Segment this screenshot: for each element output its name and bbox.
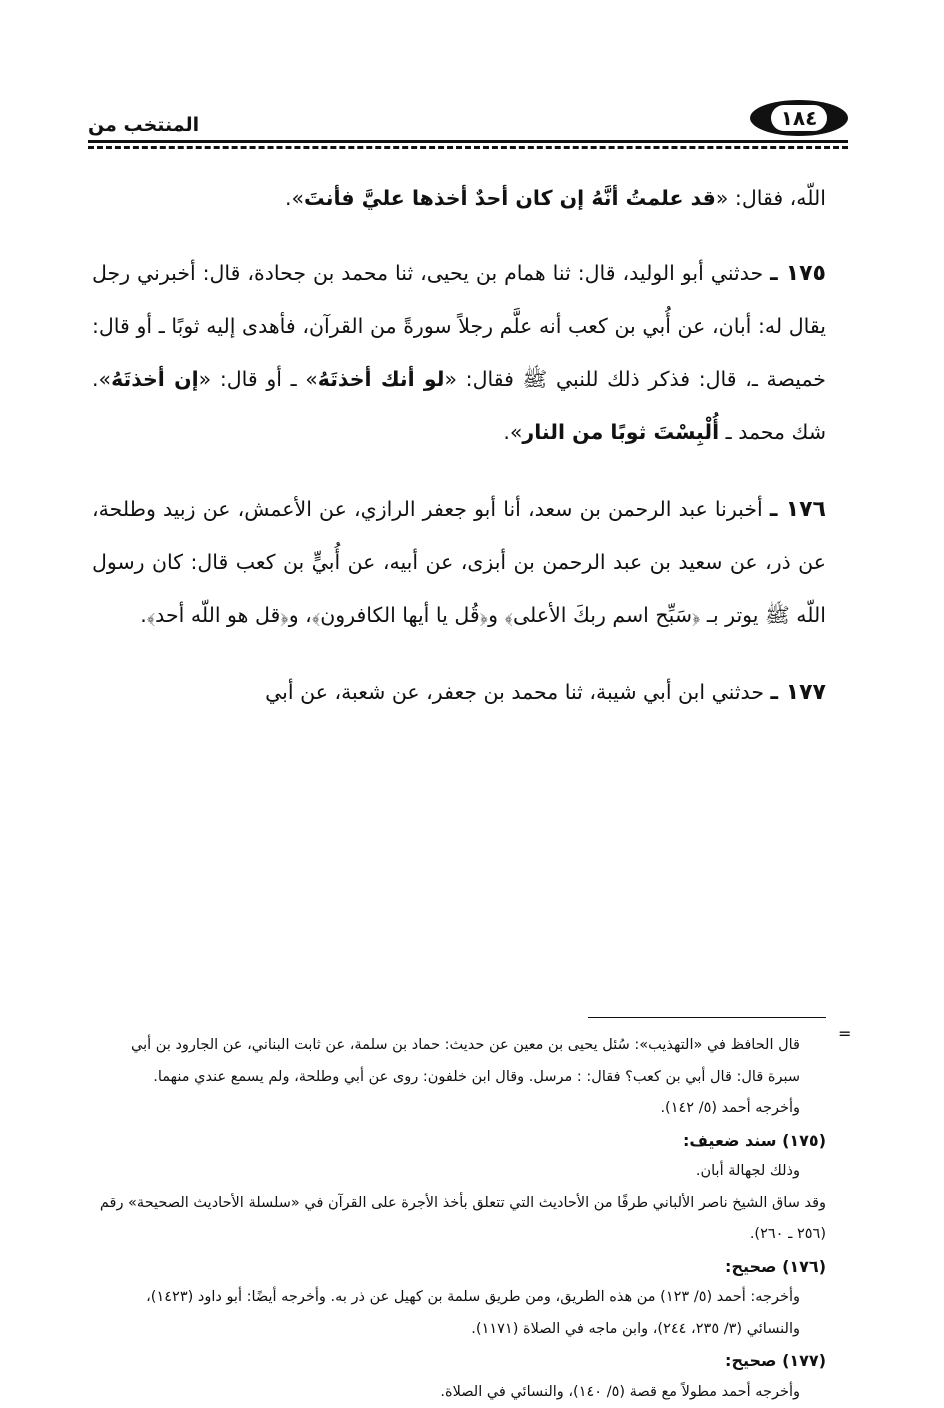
footnote-line: وأخرجه أحمد مطولاً مع قصة (٥/ ١٤٠)، والنسائي في الصلاة. (96, 1377, 826, 1408)
footnote-divider (588, 1017, 826, 1018)
running-title: المنتخب من (88, 114, 199, 136)
continuation-mark: = (838, 1024, 851, 1043)
hadith-quote: قد علمتُ أنَّهُ إن كان أحدٌ أخذها عليَّ فأنتَ (304, 186, 716, 210)
footnote-line: قال الحافظ في «التهذيب»: سُئل يحيى بن معين عن حديث: حماد بن سلمة، عن ثابت البناني، عن الجارود بن أبي سبرة قال: قال أبي بن كعب؟ فقال: : مرسل. وقال ابن خلفون: روى عن أبي وطلحة، ولم يسمع عندي منهما. (96, 1030, 826, 1093)
hadith-175: ١٧٥ ـ حدثني أبو الوليد، قال: ثنا همام بن يحيى، ثنا محمد بن جحادة، قال: أخبرني رجل يقال له: أبان، عن أُبي بن كعب أنه علَّم رجلاً سورةً من القرآن، فأهدى إليه ثوبًا ـ أو قال: خميصة ـ، قال: فذكر ذلك للنبي ﷺ فقال: «لو أنك أخذتَهُ» ـ أو قال: «إن أخذتَهُ». شك محمد ـ أُلْبِسْتَ ثوبًا من النار». (92, 247, 826, 459)
header-dashed-rule (88, 146, 848, 149)
hadith-number: ١٧٧ ـ (771, 680, 826, 705)
hadith-quote: لو أنك أخذتَهُ (318, 367, 445, 391)
hadith-176: ١٧٦ ـ أخبرنا عبد الرحمن بن سعد، أنا أبو جعفر الرازي، عن الأعمش، عن زبيد وطلحة، عن ذر، عن سعيد بن عبد الرحمن بن أبزى، عن أبيه، عن أُبيٍّ بن كعب قال: كان رسول اللّه ﷺ يوتر بـ ﴿سَبِّح اسم ربكَ الأعلى﴾ و﴿قُل يا أيها الكافرون﴾، و﴿قل هو اللّه أحد﴾. (92, 483, 826, 642)
footnote-heading-175: (١٧٥) سند ضعيف: (96, 1125, 826, 1157)
footnote-heading-176: (١٧٦) صحيح: (96, 1251, 826, 1283)
hadith-number: ١٧٥ ـ (770, 261, 826, 286)
footnote-line: وذلك لجهالة أبان. (96, 1156, 826, 1188)
hadith-quote: إن أخذتَهُ (111, 367, 199, 391)
page-number-badge (750, 100, 848, 136)
footnote-line: وقد ساق الشيخ ناصر الألباني طرفًا من الأحاديث التي تتعلق بأخذ الأجرة على القرآن في «سلسلة الأحاديث الصحيحة» رقم (٢٥٦ ـ ٢٦٠). (96, 1188, 826, 1251)
header-rule (88, 140, 848, 143)
hadith-177: ١٧٧ ـ حدثني ابن أبي شيبة، ثنا محمد بن جعفر، عن شعبة، عن أبي (92, 666, 826, 719)
hadith-quote: أُلْبِسْتَ ثوبًا من النار (522, 420, 719, 444)
page-header (88, 100, 848, 146)
paragraph-continuation: اللّه، فقال: «قد علمتُ أنَّهُ إن كان أحدٌ أخذها عليَّ فأنتَ». (92, 172, 826, 225)
hadith-number: ١٧٦ ـ (770, 497, 826, 522)
footnote-line: وأخرجه أحمد (٥/ ١٤٢). (96, 1093, 826, 1125)
page-number: ١٨٤ (771, 105, 828, 131)
footnote-line: وأخرجه: أحمد (٥/ ١٢٣) من هذه الطريق، ومن طريق سلمة بن كهيل عن ذر به. وأخرجه أيضًا: أبو داود (١٤٢٣)، والنسائي (٣/ ٢٣٥، ٢٤٤)، وابن ماجه في الصلاة (١١٧١). (96, 1282, 826, 1345)
footnotes (96, 1030, 826, 1408)
main-text (92, 172, 826, 743)
footnote-heading-177: (١٧٧) صحيح: (96, 1345, 826, 1377)
